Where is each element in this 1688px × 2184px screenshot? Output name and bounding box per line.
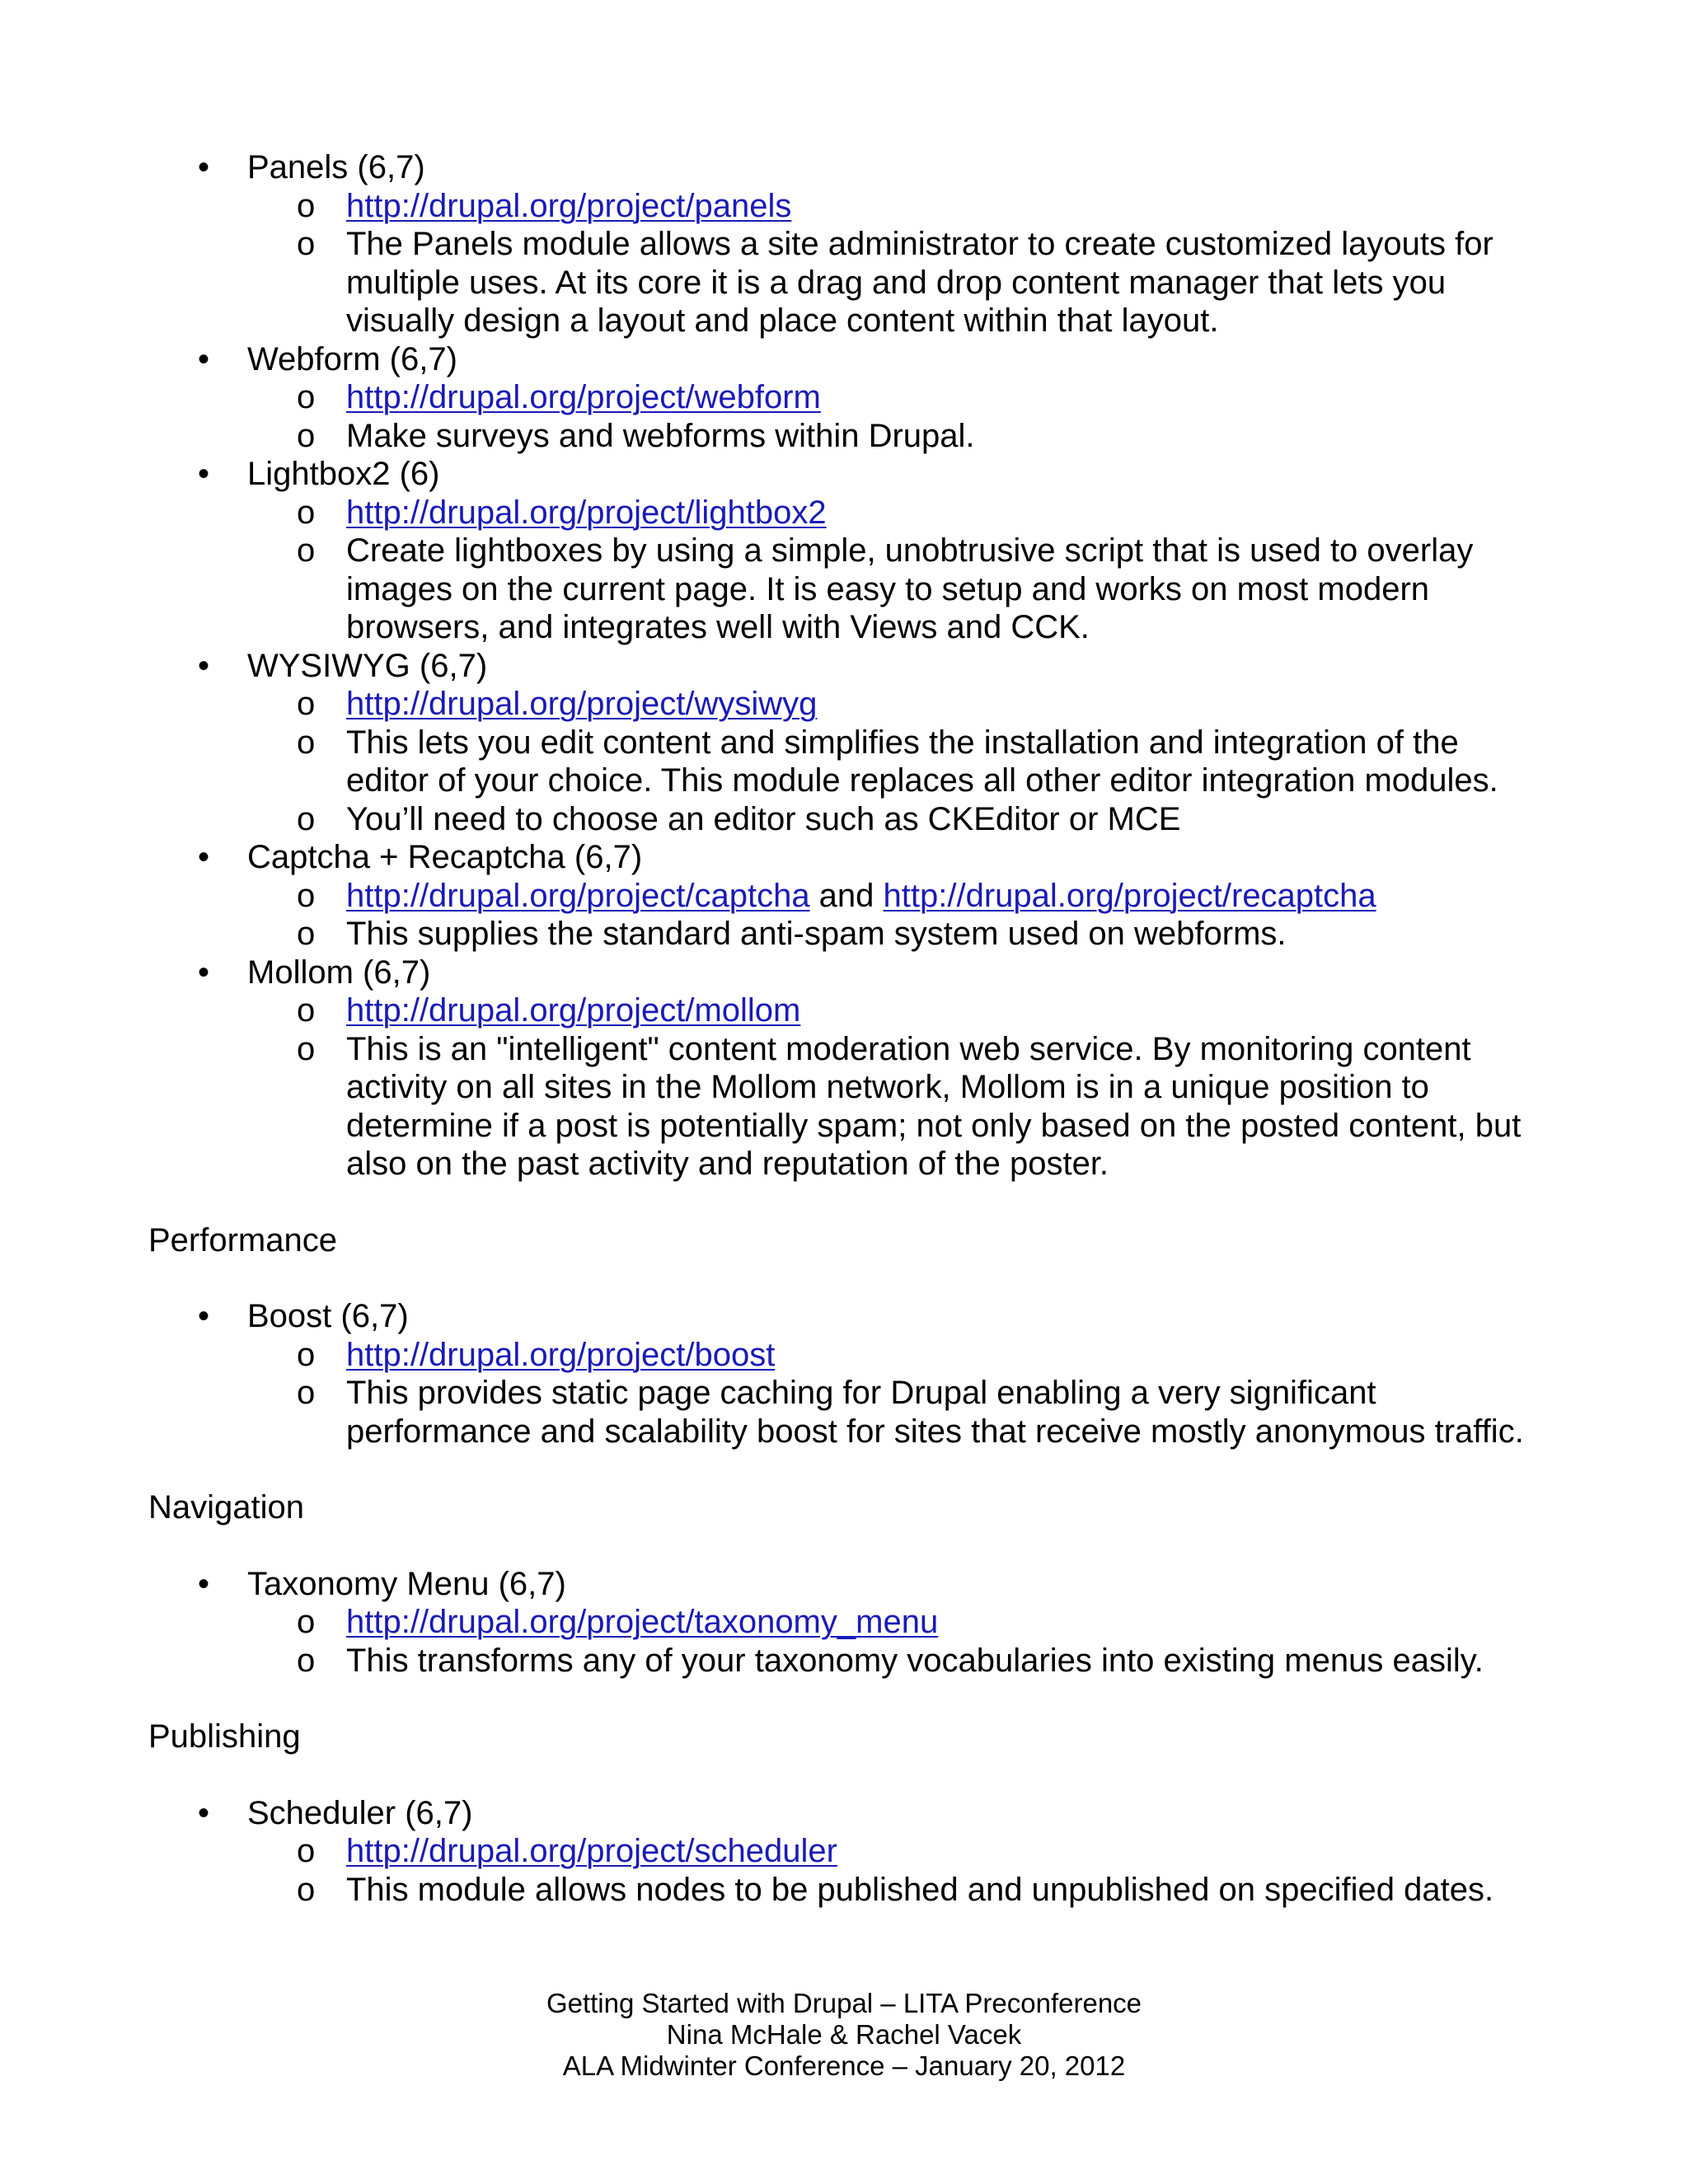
sub-bullet-icon: o: [297, 800, 316, 837]
sub-bullet-icon: o: [297, 1833, 316, 1869]
footer-line-2: Nina McHale & Rachel Vacek: [666, 2019, 1022, 2050]
project-link[interactable]: http://drupal.org/project/recaptcha: [883, 877, 1376, 914]
module-detail-item: [247, 1030, 1550, 1183]
module-detail-item: [247, 417, 1550, 456]
bullet-icon: •: [198, 340, 210, 377]
sub-bullet-icon: o: [297, 1871, 316, 1908]
module-list-item: [148, 455, 1550, 647]
module-detail-item: [247, 1832, 1550, 1871]
sub-bullet-icon: o: [297, 494, 316, 531]
module-detail-item: [247, 1642, 1550, 1680]
sub-bullet-icon: o: [297, 1336, 316, 1373]
section-heading: Performance: [148, 1221, 337, 1258]
module-list: [148, 1794, 1550, 1910]
module-list-item: [148, 838, 1550, 954]
module-detail-item: [247, 1374, 1550, 1451]
module-title: Mollom (6,7): [247, 954, 431, 991]
module-detail-list: [247, 187, 1550, 340]
paragraph-spacer: [148, 1527, 1550, 1565]
bullet-icon: •: [198, 839, 210, 875]
module-detail-item: [247, 1871, 1550, 1910]
module-detail-list: [247, 991, 1550, 1183]
module-detail-item: [247, 378, 1550, 417]
module-description: This lets you edit content and simplifies the installation and integration of the editor of your choice. This module replaces all other editor integration modules.: [346, 724, 1498, 799]
sub-bullet-icon: o: [297, 1604, 316, 1640]
sub-bullet-icon: o: [297, 686, 316, 722]
module-description: The Panels module allows a site administrator to create customized layouts for multiple uses. At its core it is a drag and drop content manager that lets you visually design a layout and place content within that layout.: [346, 226, 1493, 339]
module-list: [148, 1565, 1550, 1680]
module-title: Panels (6,7): [247, 149, 425, 185]
module-list-item: [148, 954, 1550, 1183]
module-title: WYSIWYG (6,7): [247, 647, 488, 684]
module-list: [148, 1297, 1550, 1451]
footer-line-1: Getting Started with Drupal – LITA Preconference: [546, 1988, 1142, 2018]
module-detail-list: [247, 1832, 1550, 1909]
module-detail-item: [247, 877, 1550, 916]
module-description: This is an "intelligent" content moderation web service. By monitoring content activity on all sites in the Mollom network, Mollom is in a unique position to determine if a post is potentially spam; not only based on the posted content, but also on the past activity and reputation of the poster.: [346, 1030, 1522, 1182]
module-detail-list: [247, 494, 1550, 647]
module-detail-item: [247, 1336, 1550, 1375]
module-list: [148, 148, 1550, 1183]
project-link[interactable]: http://drupal.org/project/scheduler: [346, 1833, 837, 1869]
module-description: Create lightboxes by using a simple, unobtrusive script that is used to overlay images on the current page. It is easy to setup and works on most modern browsers, and integrates well with Views and CCK.: [346, 532, 1474, 645]
page-footer: [0, 1988, 1688, 2082]
module-list-item: [148, 647, 1550, 839]
module-description: This module allows nodes to be published and unpublished on specified dates.: [346, 1871, 1494, 1908]
sub-bullet-icon: o: [297, 379, 316, 415]
module-title: Boost (6,7): [247, 1298, 409, 1334]
module-detail-item: [247, 800, 1550, 839]
module-list-item: [148, 148, 1550, 340]
paragraph-spacer: [148, 1259, 1550, 1297]
module-description: This supplies the standard anti-spam system used on webforms.: [346, 916, 1287, 952]
sub-bullet-icon: o: [297, 1642, 316, 1679]
sub-bullet-icon: o: [297, 724, 316, 761]
sub-bullet-icon: o: [297, 1030, 316, 1067]
module-detail-item: [247, 915, 1550, 954]
project-link[interactable]: http://drupal.org/project/mollom: [346, 992, 801, 1029]
module-detail-item: [247, 532, 1550, 647]
sub-bullet-icon: o: [297, 187, 316, 224]
project-link[interactable]: http://drupal.org/project/wysiwyg: [346, 686, 818, 722]
module-detail-item: [247, 187, 1550, 226]
footer-line-3: ALA Midwinter Conference – January 20, 2012: [562, 2050, 1126, 2081]
bullet-icon: •: [198, 1794, 210, 1831]
link-joiner-text: and: [809, 877, 884, 914]
module-list-item: [148, 1794, 1550, 1910]
paragraph-spacer: [148, 1756, 1550, 1794]
project-link[interactable]: http://drupal.org/project/webform: [346, 379, 821, 415]
sub-bullet-icon: o: [297, 226, 316, 262]
module-detail-list: [247, 1603, 1550, 1680]
module-list-item: [148, 1565, 1550, 1680]
module-title: Taxonomy Menu (6,7): [247, 1565, 566, 1602]
module-detail-list: [247, 877, 1550, 954]
paragraph-spacer: [148, 1183, 1550, 1221]
module-list-item: [148, 1297, 1550, 1451]
module-detail-list: [247, 685, 1550, 838]
project-link[interactable]: http://drupal.org/project/captcha: [346, 877, 810, 914]
sub-bullet-icon: o: [297, 877, 316, 914]
bullet-icon: •: [198, 954, 210, 991]
module-list-item: [148, 340, 1550, 456]
sub-bullet-icon: o: [297, 417, 316, 454]
sub-bullet-icon: o: [297, 1375, 316, 1411]
project-link[interactable]: http://drupal.org/project/panels: [346, 187, 792, 224]
paragraph-spacer: [148, 1451, 1550, 1488]
project-link[interactable]: http://drupal.org/project/lightbox2: [346, 494, 827, 531]
module-detail-item: [247, 225, 1550, 340]
bullet-icon: •: [198, 149, 210, 185]
module-title: Scheduler (6,7): [247, 1794, 473, 1831]
module-title: Captcha + Recaptcha (6,7): [247, 839, 643, 875]
paragraph-spacer: [148, 1680, 1550, 1718]
sub-bullet-icon: o: [297, 992, 316, 1029]
section-heading: Navigation: [148, 1489, 305, 1526]
module-title: Webform (6,7): [247, 340, 457, 377]
module-title: Lightbox2 (6): [247, 456, 440, 492]
sub-bullet-icon: o: [297, 532, 316, 569]
module-detail-list: [247, 378, 1550, 455]
bullet-icon: •: [198, 1565, 210, 1602]
module-detail-item: [247, 685, 1550, 724]
module-description: Make surveys and webforms within Drupal.: [346, 417, 975, 454]
section-heading: Publishing: [148, 1718, 301, 1755]
module-detail-item: [247, 724, 1550, 800]
project-link[interactable]: http://drupal.org/project/boost: [346, 1336, 776, 1373]
module-detail-item: [247, 1603, 1550, 1642]
module-description: This provides static page caching for Drupal enabling a very significant performance and scalability boost for sites that receive mostly anonymous traffic.: [346, 1375, 1524, 1450]
module-detail-item: [247, 991, 1550, 1030]
bullet-icon: •: [198, 647, 210, 684]
module-description: You’ll need to choose an editor such as CKEditor or MCE: [346, 800, 1181, 837]
sub-bullet-icon: o: [297, 916, 316, 952]
module-description: This transforms any of your taxonomy vocabularies into existing menus easily.: [346, 1642, 1484, 1679]
module-detail-list: [247, 1336, 1550, 1451]
bullet-icon: •: [198, 1298, 210, 1334]
document-body: [148, 148, 1550, 1909]
project-link[interactable]: http://drupal.org/project/taxonomy_menu: [346, 1604, 939, 1640]
module-detail-item: [247, 494, 1550, 532]
bullet-icon: •: [198, 456, 210, 492]
